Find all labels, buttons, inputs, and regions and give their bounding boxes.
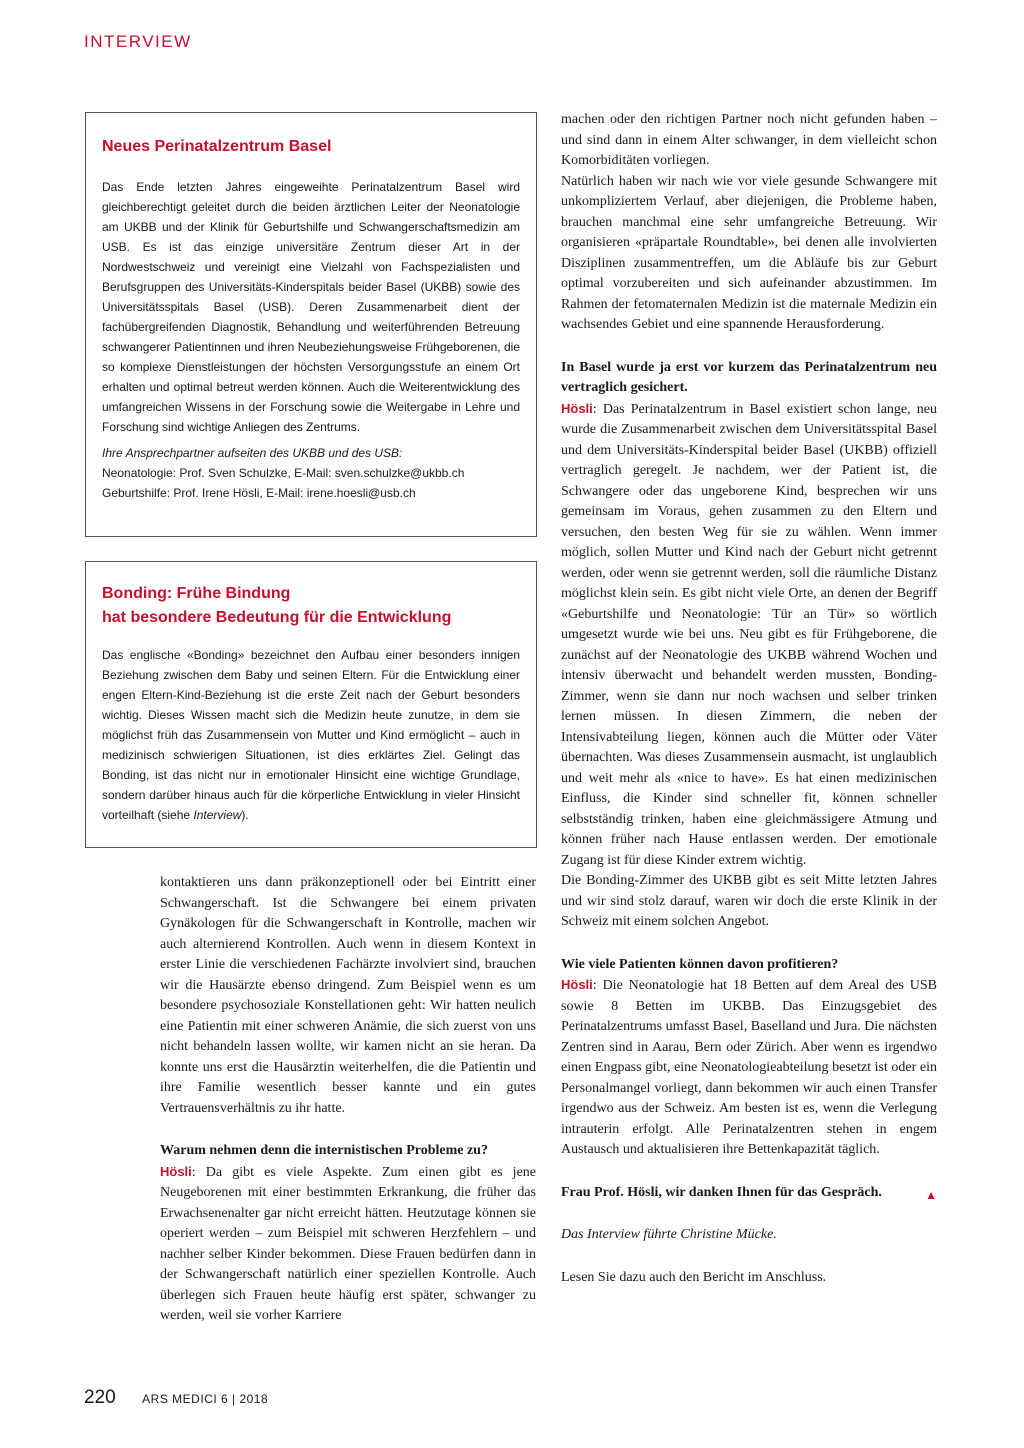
speaker-label: Hösli <box>561 977 593 992</box>
speaker-label: Hösli <box>561 400 593 416</box>
paragraph: kontaktieren uns dann präkonzeptionell oder bei Eintritt einer Schwangerschaft. Ist die Schwangere bei einem privaten Gynäkologen für die Schwangerschaft in Kontrolle, machen wir auch alternierend Kontrollen. Auch wenn in diesem Kontext in erster Linie die verschiedenen Fachärzte involviert sind, brauchen wir die Hausärzte ebenso dringend. Zum Beispiel wenn es um besondere psychosoziale Konstellationen geht: Wir hatten neulich eine Patientin mit einer schweren Anämie, die sich zuerst von uns nicht behandeln lassen wollte, wir kamen nicht an sie heran. Da konnte uns erst die Hausärztin weiterhelfen, die die Patientin und ihre Familie wesentlich besser kannte und ein gutes Vertrauensverhältnis zu ihr hatte. <box>160 875 536 1116</box>
box-body <box>102 645 520 825</box>
question: In Basel wurde ja erst vor kurzem das Perinatalzentrum neu vertraglich gesichert. <box>561 359 937 395</box>
right-column <box>561 110 937 1288</box>
paragraph: Natürlich haben wir nach wie vor viele gesunde Schwangere mit unkompliziertem Verlauf, aber diejenigen, die Probleme haben, brauchen manchmal eine sehr umfangreiche Betreuung. Wir organisieren «präpartale Roundtable», bei denen alle involvierten Disziplinen zusammentreffen, um die Abläufe bis zur Geburt optimal vorzubereiten und sich aufeinander abzustimmen. Im Rahmen der fetomaternalen Medizin ist die maternale Medizin ein wachsendes Gebiet und eine spannende Herausforderung. <box>561 173 937 332</box>
answer <box>561 399 937 872</box>
paragraph: machen oder den richtigen Partner noch nicht gefunden haben – und sind dann in einem Alter schwanger, in dem vielleicht schon Komorbiditäten vorliegen. <box>561 112 937 168</box>
contact-neonatologie: Neonatologie: Prof. Sven Schulzke, E-Mail: sven.schulzke@ukbb.ch <box>102 466 465 480</box>
box-body-end: ). <box>241 808 249 822</box>
answer-text: : Das Perinatalzentrum in Basel existiert schon lange, neu wurde die Zusammenarbeit zwischen dem Universitätsspital Basel und dem Universitäts-Kinderspital beider Basel (UKBB) offiziell vertraglich geregelt. Je nachdem, wer der Patient ist, die Schwangere oder das ungeborene Kind, besprechen wir uns gemeinsam im Voraus, gehen zusammen zu den Eltern und versuchen, den besten Weg für sie zu wählen. Wenn immer möglich, sollen Mutter und Kind nach der Geburt nicht getrennt werden, oder wenn sie getrennt werden, soll die räumliche Distanz möglichst klein sein. Es gibt nicht viele Orte, an denen der Begriff «Geburtshilfe und Neonatologie: Tür an Tür» so wörtlich umgesetzt wurde wie bei uns. Neu gibt es für Frühgeborene, die zunächst auf der Neonatologie des UKBB während Wochen und intensiv überwacht und behandelt werden mussten, Bonding-Zimmer, wenn sie dann nur noch wachsen und selber trinken lernen müssen. In diesen Zimmern, die neben der Intensivabteilung liegen, können auch die Mütter oder Väter übernachten. Was dieses Zusammensein ausmacht, ist unglaublich und weit mehr als «nice to have». Es hat einen medizinischen Einfluss, die Kinder sind schneller fit, können schneller selbstständig trinken, haben eine gleichmässigere Atmung und können früher nach Hause entlassen werden. Der emotionale Zugang ist für diese Kinder extrem wichtig. <box>561 401 937 868</box>
closing-text: Frau Prof. Hösli, wir danken Ihnen für das Gespräch. <box>561 1184 882 1200</box>
page-footer <box>84 1387 268 1409</box>
see-also-note: Lesen Sie dazu auch den Bericht im Anschluss. <box>561 1269 827 1285</box>
contacts-heading: Ihre Ansprechpartner aufseiten des UKBB und des USB: <box>102 446 403 460</box>
box-title <box>102 582 520 630</box>
closing-question <box>561 1183 937 1204</box>
box-body: Das Ende letzten Jahres eingeweihte Perinatalzentrum Basel wird gleichberechtigt geleitet durch die beiden ärztlichen Leiter der Neonatologie am UKBB und der Klinik für Geburtshilfe und Schwangerschaftsmedizin am USB. Es ist das einzige universitäre Zentrum dieser Art in der Nordwestschweiz und vereinigt eine Vielzahl von Fachspezialisten und Berufsgruppen des Universitäts-Kinderspitals beider Basel (UKBB) sowie des Universitätsspitals Basel (USB). Deren Zusammenarbeit dient der fachübergreifenden Diagnostik, Behandlung und weiterführenden Betreuung schwangerer Patientinnen und ihren Neubeziehungsweise Frühgeborenen, die so komplexe Dienstleistungen der höchsten Versorgungsstufe an einem Ort erhalten und optimal betreut werden können. Auch die Weiterentwicklung des umfangreichen Wissens in der Forschung sowie die Weitergabe in Lehre und Forschung sind wichtige Anliegen des Zentrums. <box>102 180 520 434</box>
answer <box>160 1162 536 1327</box>
left-column <box>160 873 536 1327</box>
info-box-bonding <box>85 561 537 848</box>
journal-name: ARS MEDICI 6 | 2018 <box>142 1392 269 1406</box>
paragraph: Die Bonding-Zimmer des UKBB gibt es seit Mitte letzten Jahres und wir sind stolz darauf, waren wir doch die erste Klinik in der Schweiz mit einem solchen Angebot. <box>561 873 937 929</box>
interview-credit: Das Interview führte Christine Mücke. <box>561 1227 777 1242</box>
section-label: INTERVIEW <box>84 32 192 51</box>
info-box-perinatalzentrum <box>85 112 537 537</box>
answer <box>561 975 937 1161</box>
answer-text: : Da gibt es viele Aspekte. Zum einen gibt es jene Neugeborenen mit einer bestimmten Erkrankung, die früher das Erwachsenenalter gar nicht erreicht hätten. Heutzutage können sie operiert werden – zum Beispiel mit schweren Herzfehlern – und nachher selber Kinder bekommen. Diese Frauen bedürfen dann in der Schwangerschaft natürlich einer speziellen Kontrolle. Auch überlegen sich Frauen heute häufig erst später, schwanger zu werden, weil sie vorher Karriere <box>160 1164 536 1323</box>
contact-geburtshilfe: Geburtshilfe: Prof. Irene Hösli, E-Mail: irene.hoesli@usb.ch <box>102 486 416 500</box>
end-triangle-icon: ▲ <box>925 1187 937 1202</box>
box-title-line1: Bonding: Frühe Bindung <box>102 585 291 602</box>
question: Wie viele Patienten können davon profitieren? <box>561 956 839 972</box>
question: Warum nehmen denn die internistischen Probleme zu? <box>160 1143 488 1158</box>
box-title-line2: hat besondere Bedeutung für die Entwicklung <box>102 609 452 626</box>
box-body-text: Das englische «Bonding» bezeichnet den Aufbau einer besonders innigen Beziehung zwischen dem Baby und seinen Eltern. Für die Entwicklung einer engen Eltern-Kind-Beziehung ist die erste Zeit nach der Geburt besonders wichtig. Dieses Wissen macht sich die Medizin heute zunutze, in dem sie möglichst früh das Zusammensein von Mutter und Kind ermöglicht – auch in medizinisch schwierigen Situationen, ist dies erklärtes Ziel. Gelingt das Bonding, ist das nicht nur in emotionaler Hinsicht eine wichtige Grundlage, sondern darüber hinaus auch für die körperliche Entwicklung in vieler Hinsicht vorteilhaft (siehe <box>102 648 520 822</box>
answer-text: : Die Neonatologie hat 18 Betten auf dem Areal des USB sowie 8 Betten im UKBB. Das Einzugsgebiet des Perinatalzentrums umfasst Basel, Baselland und Jura. Die nächsten Zentren sind in Aarau, Bern oder Zürich. Aber wenn es irgendwo einen Engpass gibt, eine Neonatologieabteilung besetzt ist oder ein Personalmangel vorliegt, dann bekommen wir auch einen Transfer irgendwo aus der Schweiz. Am besten ist es, wenn die Verlegung intrauterin erfolgt. Alle Perinatalzentren stehen in engem Austausch und aktualisieren ihre Bettenkapazität täglich. <box>561 978 937 1157</box>
box-title: Neues Perinatalzentrum Basel <box>102 138 332 155</box>
box-body-italic: Interview <box>193 808 242 822</box>
speaker-label: Hösli <box>160 1163 192 1179</box>
page-number: 220 <box>84 1387 116 1408</box>
